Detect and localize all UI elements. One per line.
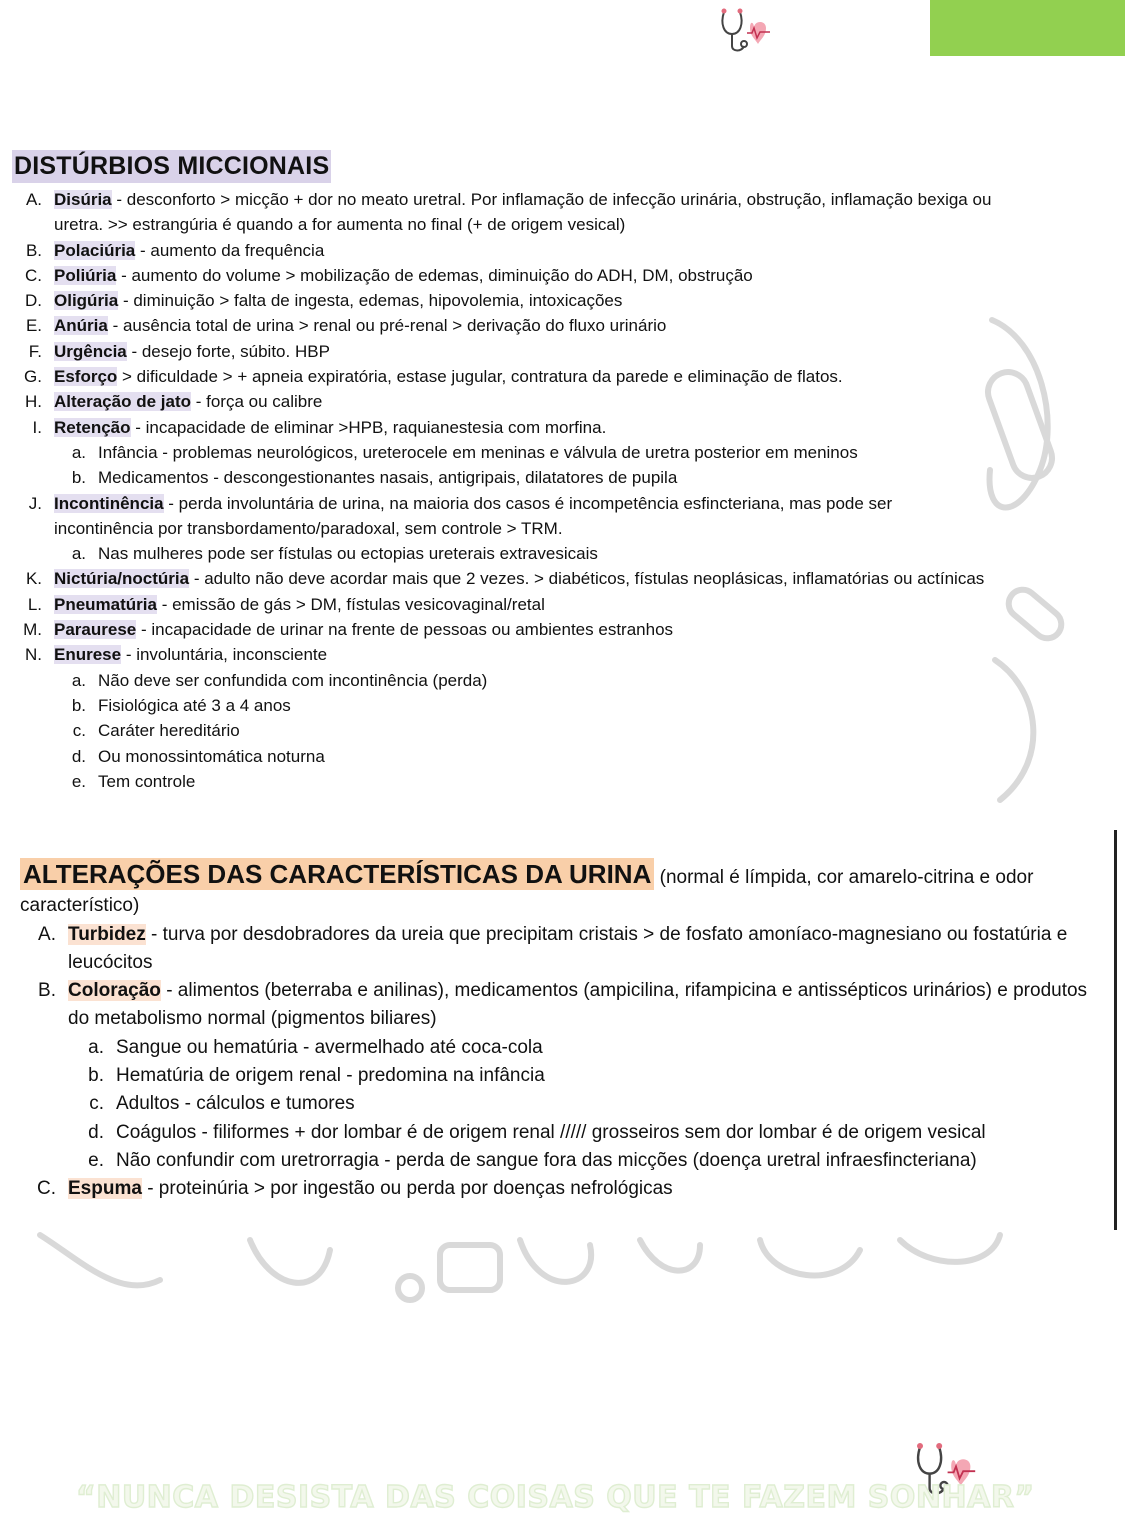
list-item-text	[68, 1175, 673, 1203]
list-marker: b.	[71, 468, 86, 488]
item-description: - diminuição > falta de ingesta, edemas, hipovolemia, intoxicações	[118, 291, 623, 311]
section-disturbios-miccionais	[12, 150, 992, 794]
list-item	[12, 566, 992, 591]
item-description: Infância - problemas neurológicos, ureterocele em meninas e válvula de uretra posterior em meninos	[98, 442, 858, 462]
item-description: - involuntária, inconsciente	[121, 645, 328, 665]
list-marker: H.	[25, 392, 42, 412]
list-item-text	[98, 541, 598, 566]
list-marker: L.	[27, 594, 42, 614]
list-item-text	[98, 465, 677, 490]
stethoscope-heart-icon	[714, 6, 774, 56]
section-alteracoes-urina	[20, 858, 1110, 1204]
list-item-text	[54, 288, 622, 313]
list-item	[12, 288, 992, 313]
list-item	[12, 339, 992, 364]
item-description: - aumento da frequência	[135, 240, 325, 260]
list-marker: A.	[38, 923, 56, 945]
item-description: Hematúria de origem renal - predomina na infância	[116, 1065, 545, 1087]
list-item	[12, 313, 992, 338]
footer-quote: “NUNCA DESISTA DAS COISAS QUE TE FAZEM SONHAR”	[76, 1480, 1035, 1515]
list-item	[12, 187, 992, 238]
list-item-text	[68, 977, 1110, 1034]
item-description: Sangue ou hematúria - avermelhado até coca-cola	[116, 1036, 543, 1058]
list-item	[12, 263, 992, 288]
highlighted-term: Oligúria	[54, 291, 119, 311]
item-description: - emissão de gás > DM, fístulas vesicovaginal/retal	[156, 594, 545, 614]
section-title: ALTERAÇÕES DAS CARACTERÍSTICAS DA URINA	[20, 858, 654, 890]
sub-list-item	[20, 1147, 1110, 1175]
list-marker: b.	[71, 695, 86, 715]
list-marker: C.	[25, 265, 42, 285]
list-item-text	[116, 1034, 543, 1062]
green-header-tab	[930, 0, 1125, 56]
list-item-text	[54, 592, 545, 617]
list-item	[20, 921, 1110, 978]
list-marker: a.	[88, 1036, 104, 1058]
list-marker: b.	[88, 1065, 104, 1087]
sub-list-item	[12, 440, 992, 465]
list-item-text	[54, 642, 327, 667]
item-description: - turva por desdobradores da ureia que precipitam cristais > de fosfato amoníaco-magnesiano ou fostatúria e leucócitos	[68, 923, 1068, 973]
list-marker: e.	[88, 1149, 104, 1171]
highlighted-term: Urgência	[54, 341, 127, 361]
sub-list-item	[20, 1119, 1110, 1147]
list-marker: E.	[25, 316, 42, 336]
sub-list-item	[12, 744, 992, 769]
list-marker: N.	[25, 645, 42, 665]
sub-list-item	[12, 718, 992, 743]
item-description: Coágulos - filiformes + dor lombar é de origem renal ///// grosseiros sem dor lombar é de origem vesical	[116, 1121, 986, 1143]
list-item-text	[98, 744, 325, 769]
highlighted-term: Disúria	[54, 190, 112, 209]
list-item-text	[54, 238, 324, 263]
item-description: - aumento do volume > mobilização de edemas, diminuição do ADH, DM, obstrução	[116, 265, 753, 285]
list-item-text	[116, 1119, 986, 1147]
list-item-text	[54, 389, 322, 414]
list-item-text	[68, 921, 1110, 978]
sub-list-item	[12, 465, 992, 490]
list-marker: I.	[32, 417, 42, 437]
list-item	[12, 415, 992, 440]
sub-list-item	[12, 541, 992, 566]
list-item-text	[116, 1062, 545, 1090]
item-description: Ou monossintomática noturna	[98, 746, 325, 766]
highlighted-term: Anúria	[54, 316, 108, 336]
list-item-text	[54, 263, 753, 288]
highlighted-term: Coloração	[68, 980, 161, 1002]
item-description: Não confundir com uretrorragia - perda de sangue fora das micções (doença uretral infraesfincteriana)	[116, 1149, 977, 1171]
list-marker: K.	[25, 569, 42, 589]
sub-list-item	[12, 769, 992, 794]
list-item	[12, 617, 992, 642]
list-item-text	[116, 1090, 355, 1118]
list-item-text	[54, 187, 992, 238]
list-marker: G.	[24, 367, 42, 387]
item-description: - proteinúria > por ingestão ou perda por doenças nefrológicas	[141, 1178, 673, 1200]
item-description: - força ou calibre	[191, 392, 323, 412]
list-marker: A.	[25, 190, 42, 209]
list-marker: a.	[71, 442, 86, 462]
sub-list-item	[20, 1034, 1110, 1062]
list-marker: J.	[28, 493, 42, 513]
list-item	[12, 642, 992, 667]
list-item	[12, 389, 992, 414]
list-item	[20, 977, 1110, 1034]
list-item-text	[54, 566, 984, 591]
sub-list-item	[20, 1090, 1110, 1118]
item-description: - ausência total de urina > renal ou pré-renal > derivação do fluxo urinário	[107, 316, 667, 336]
sub-list-item	[12, 693, 992, 718]
highlighted-term: Pneumatúria	[54, 594, 157, 614]
list-marker: B.	[25, 240, 42, 260]
item-description: - alimentos (beterraba e anilinas), medicamentos (ampicilina, rifampicina e antissépticos urinários) e produtos do metabolismo normal (pigmentos biliares)	[68, 980, 1088, 1030]
list-item-text	[98, 769, 195, 794]
list-item-text	[54, 491, 992, 542]
item-description: Não deve ser confundida com incontinência (perda)	[98, 670, 488, 690]
list-item-text	[54, 415, 606, 440]
list-marker: M.	[23, 620, 42, 640]
list-item-text	[54, 364, 843, 389]
item-description: - adulto não deve acordar mais que 2 vezes. > diabéticos, fístulas neoplásicas, inflamatórias ou actínicas	[189, 569, 985, 589]
list-marker: e.	[71, 771, 86, 791]
item-description: Nas mulheres pode ser fístulas ou ectopias ureterais extravesicais	[98, 544, 598, 564]
highlighted-term: Incontinência	[54, 493, 164, 513]
item-description: Medicamentos - descongestionantes nasais, antigripais, dilatatores de pupila	[98, 468, 678, 488]
list-marker: c.	[89, 1093, 104, 1115]
list-marker: F.	[28, 341, 42, 361]
section-note: (normal é límpida, cor amarelo-citrina e odor característico)	[20, 867, 1034, 917]
item-description: Adultos - cálculos e tumores	[116, 1093, 355, 1115]
item-description: Caráter hereditário	[98, 721, 240, 741]
list-item-text	[98, 718, 240, 743]
list-item	[12, 592, 992, 617]
list-item-text	[54, 339, 330, 364]
item-description: - desejo forte, súbito. HBP	[126, 341, 330, 361]
sub-list-item	[20, 1062, 1110, 1090]
list-item-text	[98, 668, 487, 693]
highlighted-term: Polaciúria	[54, 240, 136, 260]
highlighted-term: Espuma	[68, 1178, 142, 1200]
vertical-divider	[1114, 830, 1117, 1230]
list-item	[12, 238, 992, 263]
item-description: - perda involuntária de urina, na maioria dos casos é incompetência esfincteriana, mas pode ser incontinência por transbordamento/paradoxal, sem controle > TRM.	[54, 493, 893, 538]
list-item-text	[54, 617, 673, 642]
sub-list-item	[12, 668, 992, 693]
list-marker: d.	[71, 746, 86, 766]
item-description: - incapacidade de urinar na frente de pessoas ou ambientes estranhos	[136, 620, 674, 640]
list-marker: C.	[37, 1178, 56, 1200]
list-marker: D.	[25, 291, 42, 311]
highlighted-term: Poliúria	[54, 265, 117, 285]
item-description: - incapacidade de eliminar >HPB, raquianestesia com morfina.	[130, 417, 607, 437]
list-item-text	[98, 693, 291, 718]
list-item-text	[98, 440, 858, 465]
list-item-text	[54, 313, 666, 338]
highlighted-term: Alteração de jato	[54, 392, 191, 412]
highlighted-term: Retenção	[54, 417, 131, 437]
item-description: Fisiológica até 3 a 4 anos	[98, 695, 291, 715]
highlighted-term: Nictúria/noctúria	[54, 569, 190, 589]
highlighted-term: Turbidez	[68, 923, 146, 945]
section-title: DISTÚRBIOS MICCIONAIS	[12, 150, 331, 183]
list-item-text	[116, 1147, 977, 1175]
list-marker: a.	[71, 544, 86, 564]
item-description: Tem controle	[98, 771, 196, 791]
item-description: > dificuldade > + apneia expiratória, estase jugular, contratura da parede e eliminação de flatos.	[117, 367, 843, 387]
list-marker: a.	[71, 670, 86, 690]
highlighted-term: Enurese	[54, 645, 122, 665]
highlighted-term: Esforço	[54, 367, 118, 387]
item-description: - desconforto > micção + dor no meato uretral. Por inflamação de infecção urinária, obstrução, inflamação bexiga ou uretra. >> estrangúria é quando a for aumenta no final (+ de origem vesical)	[54, 190, 992, 235]
list-marker: d.	[88, 1121, 104, 1143]
list-item	[12, 491, 992, 542]
highlighted-term: Paraurese	[54, 620, 137, 640]
list-marker: c.	[72, 721, 86, 741]
list-marker: B.	[38, 980, 56, 1002]
disturbios-list	[12, 187, 992, 794]
list-item	[12, 364, 992, 389]
list-item	[20, 1175, 1110, 1203]
alteracoes-list	[20, 921, 1110, 1204]
